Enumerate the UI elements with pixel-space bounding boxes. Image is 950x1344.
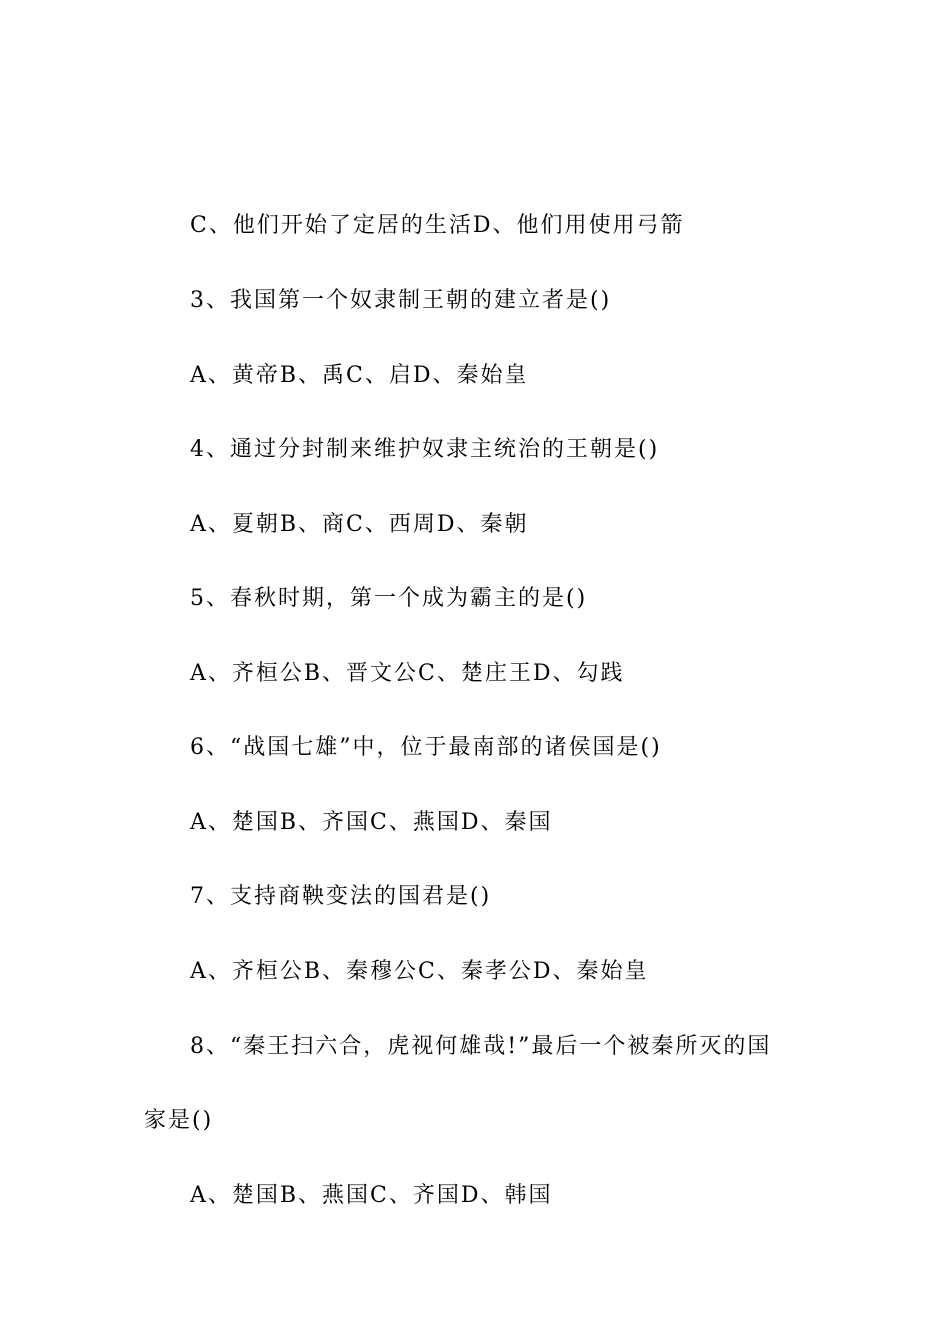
- question-5: 5、春秋时期，第一个成为霸主的是(): [190, 586, 588, 611]
- options-q4: A、夏朝B、商C、西周D、秦朝: [190, 512, 529, 537]
- options-q7: A、齐桓公B、秦穆公C、秦孝公D、秦始皇: [190, 959, 649, 984]
- option-line-q2: C、他们开始了定居的生活D、他们用使用弓箭: [190, 213, 685, 238]
- question-8: 8、“秦王扫六合，虎视何雄哉!”最后一个被秦所灭的国: [190, 1034, 772, 1059]
- question-8-continued: 家是(): [144, 1108, 214, 1133]
- options-q3: A、黄帝B、禹C、启D、秦始皇: [190, 363, 529, 388]
- question-3: 3、我国第一个奴隶制王朝的建立者是(): [190, 288, 612, 313]
- question-7: 7、支持商鞅变法的国君是(): [190, 884, 492, 909]
- question-6: 6、“战国七雄”中，位于最南部的诸侯国是(): [190, 735, 662, 760]
- options-q8: A、楚国B、燕国C、齐国D、韩国: [190, 1183, 553, 1208]
- options-q5: A、齐桓公B、晋文公C、楚庄王D、勾践: [190, 661, 625, 686]
- options-q6: A、楚国B、齐国C、燕国D、秦国: [190, 810, 553, 835]
- question-4: 4、通过分封制来维护奴隶主统治的王朝是(): [190, 437, 660, 462]
